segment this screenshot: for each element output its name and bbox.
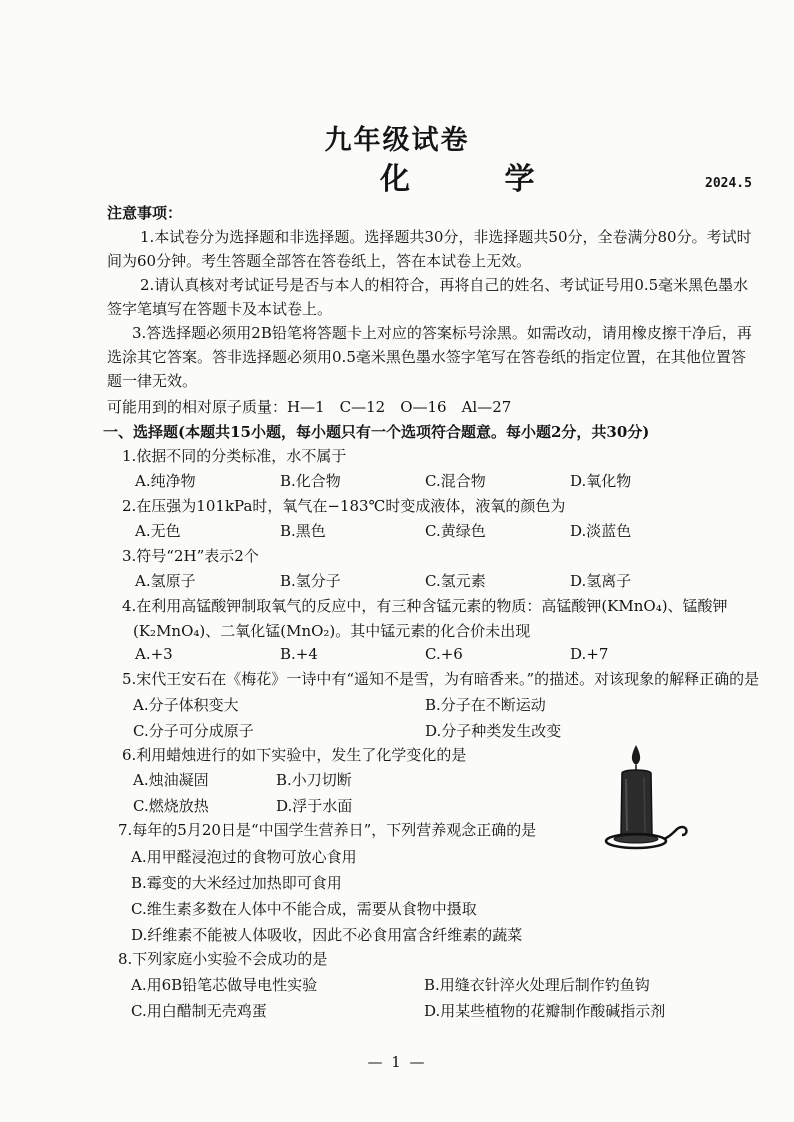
section-heading: 一、选择题(本题共15小题，每小题只有一个选项符合题意。每小题2分，共30分) (103, 423, 650, 441)
question-stem: 4.在利用高锰酸钾制取氧气的反应中，有三种含锰元素的物质：高锰酸钾(KMnO₄)、锰酸钾 (122, 597, 728, 615)
question-stem: 8.下列家庭小实验不会成功的是 (118, 950, 328, 968)
question-stem: 1.依据不同的分类标准，水不属于 (122, 447, 347, 465)
option: D.+7 (570, 645, 609, 663)
option: D.纤维素不能被人体吸收，因此不必食用富含纤维素的蔬菜 (131, 926, 523, 944)
option: A.+3 (135, 645, 173, 663)
notice-line: 间为60分钟。考生答题全部答在答卷纸上，答在本试卷上无效。 (107, 252, 532, 270)
option: D.氢离子 (570, 572, 632, 590)
option: C.用白醋制无壳鸡蛋 (131, 1002, 267, 1020)
notice-line: 2.请认真核对考试证号是否与本人的相符合，再将自己的姓名、考试证号用0.5毫米黑色墨水 (140, 276, 749, 294)
question-stem-continued: (K₂MnO₄)、二氧化锰(MnO₂)。其中锰元素的化合价未出现 (133, 622, 531, 640)
option: A.烛油凝固 (133, 771, 209, 789)
option: D.分子种类发生改变 (425, 722, 562, 740)
notice-line: 签字笔填写在答题卡及本试卷上。 (107, 300, 333, 318)
option: B.氢分子 (280, 572, 341, 590)
exam-title: 九年级试卷 (324, 125, 470, 156)
option: B.黑色 (280, 522, 326, 540)
option: B.+4 (280, 645, 318, 663)
atomic-mass-line: 可能用到的相对原子质量：H—1 C—12 O—16 Al—27 (107, 398, 512, 416)
question-stem: 3.符号“2H”表示2个 (122, 547, 259, 565)
option: A.分子体积变大 (133, 696, 239, 714)
option: D.浮于水面 (276, 797, 353, 815)
option: A.无色 (135, 522, 181, 540)
option: C.黄绿色 (425, 522, 486, 540)
notice-line: 题一律无效。 (107, 372, 198, 390)
page-number: — 1 — (367, 1053, 427, 1071)
option: B.化合物 (280, 472, 341, 490)
option: C.维生素多数在人体中不能合成，需要从食物中摄取 (131, 900, 477, 918)
option: C.分子可分成原子 (133, 722, 254, 740)
option: C.混合物 (425, 472, 486, 490)
flame-icon (632, 745, 640, 765)
question-stem: 6.利用蜡烛进行的如下实验中，发生了化学变化的是 (122, 746, 467, 764)
option: A.氢原子 (135, 572, 196, 590)
option: A.用6B铅笔芯做导电性实验 (131, 976, 318, 994)
notice-line: 1.本试卷分为选择题和非选择题。选择题共30分，非选择题共50分，全卷满分80分。考试时 (140, 228, 752, 246)
option: D.用某些植物的花瓣制作酸碱指示剂 (424, 1002, 666, 1020)
option: C.氢元素 (425, 572, 486, 590)
option: D.淡蓝色 (570, 522, 632, 540)
exam-date: 2024.5 (705, 176, 752, 191)
option: B.霉变的大米经过加热即可食用 (131, 874, 342, 892)
option: A.用甲醛浸泡过的食物可放心食用 (131, 848, 357, 866)
notice-line: 3.答选择题必须用2B铅笔将答题卡上对应的答案标号涂黑。如需改动，请用橡皮擦干净后，再 (132, 324, 752, 342)
candle-figure (596, 743, 696, 855)
notice-heading: 注意事项： (107, 204, 183, 222)
option: B.分子在不断运动 (425, 696, 546, 714)
question-stem: 5.宋代王安石在《梅花》一诗中有“遥知不是雪，为有暗香来。”的描述。对该现象的解释正确的是 (122, 670, 760, 688)
subject-title: 化 学 (380, 162, 577, 197)
option: C.燃烧放热 (133, 797, 209, 815)
option: B.用缝衣针淬火处理后制作钓鱼钩 (424, 976, 650, 994)
question-stem: 2.在压强为101kPa时，氧气在−183℃时变成液体，液氧的颜色为 (122, 497, 566, 515)
option: B.小刀切断 (276, 771, 352, 789)
notice-line: 选涂其它答案。答非选择题必须用0.5毫米黑色墨水签字笔写在答卷纸的指定位置，在其他位置答 (107, 348, 746, 366)
question-stem: 7.每年的5月20日是“中国学生营养日”，下列营养观念正确的是 (118, 821, 537, 839)
option: D.氧化物 (570, 472, 632, 490)
option: C.+6 (425, 645, 463, 663)
option: A.纯净物 (135, 472, 196, 490)
holder-handle (664, 827, 687, 839)
